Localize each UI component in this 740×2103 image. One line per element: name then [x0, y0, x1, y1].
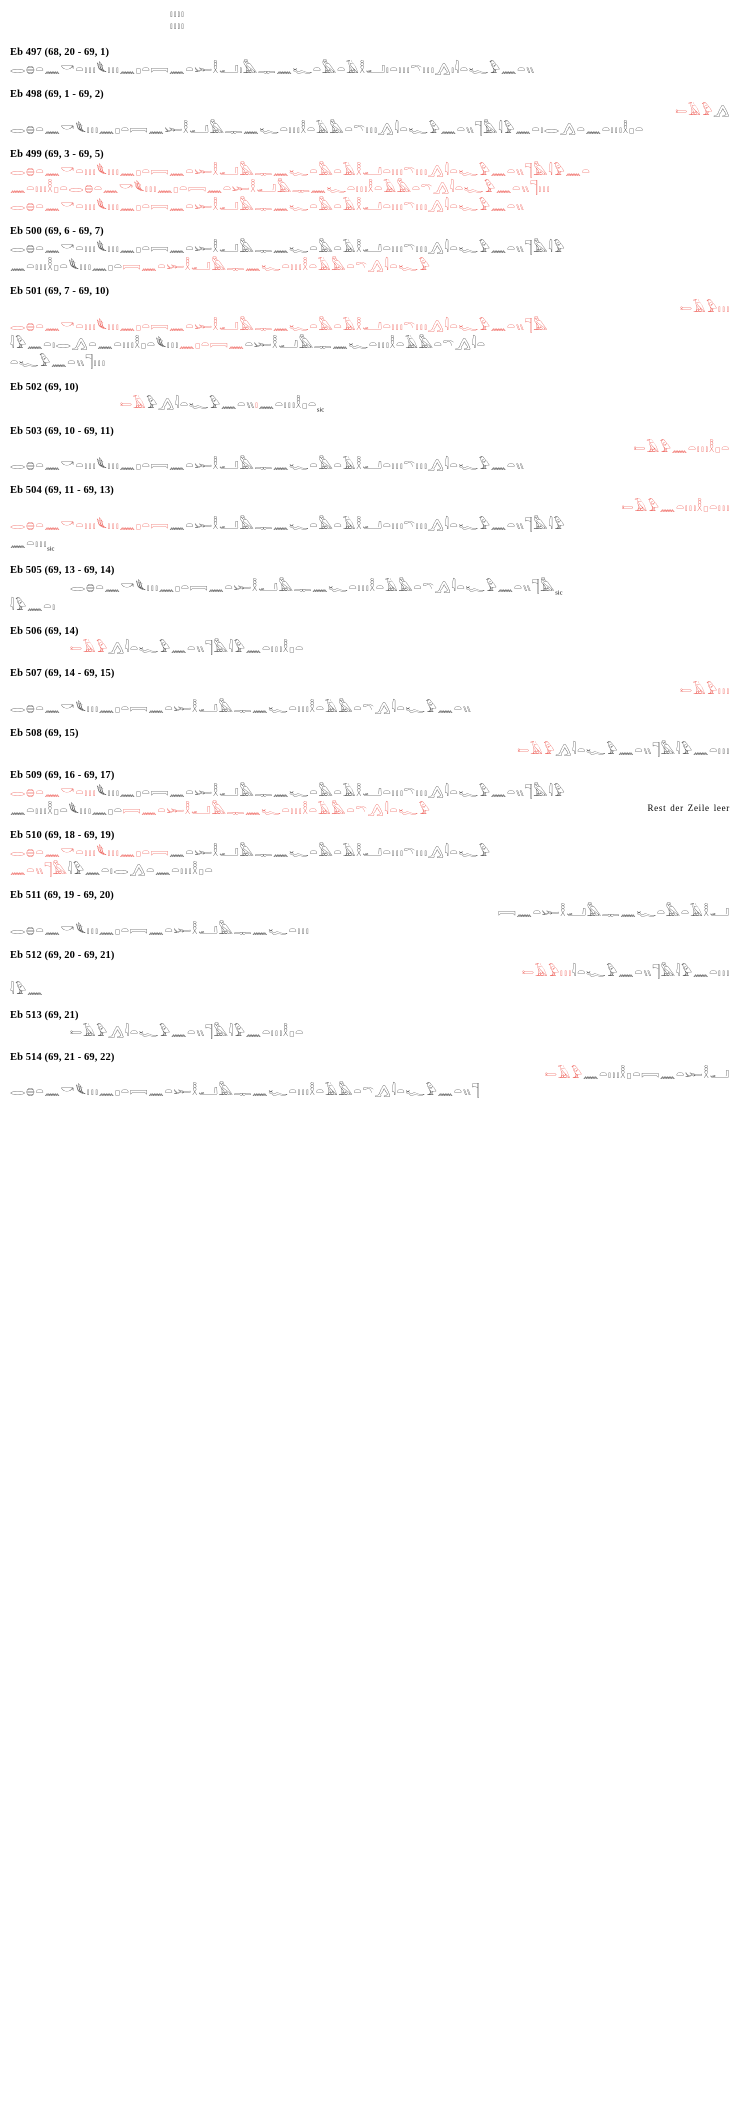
glyph-run-red: 𓈖𓏏𓏭𓊹𓅓: [10, 862, 68, 878]
glyph-run-black: 𓂻𓇋𓏏𓆑𓅱𓈖𓏏𓏭𓊹𓅓𓇋𓅱𓈖𓏏𓏥𓎛𓊪𓏏: [108, 641, 305, 657]
entry-label: Eb 499 (69, 3 - 69, 5): [10, 148, 104, 160]
glyph-line: [10, 180, 730, 198]
glyph-run-red: 𓇯𓈖𓏏𓆱𓎛𓂝𓅓𓊃𓈖𓆑𓏏𓏥𓎛𓏏𓄿𓅓𓏏𓍼𓂻𓇋𓏏𓆑𓅱: [122, 803, 431, 818]
glyph-line: [10, 964, 730, 982]
glyph-run-black: 𓇋𓅱𓈖: [10, 982, 44, 998]
glyph-run-red: 𓈖𓏏𓏥𓎛𓊪𓏏𓂋𓐍𓏏𓈖𓎡𓆰𓏥𓈖𓊪𓏏𓇯𓈖𓏏𓆱𓎛𓂝𓅓𓊃𓈖𓆑𓏏𓏥𓎛𓏏𓄿𓅓𓏏𓍼𓂻𓇋𓏏𓆑𓅱𓈖: [10, 181, 513, 197]
entry-lines: [10, 964, 730, 1000]
glyph-line: [10, 700, 730, 718]
entry-label: Eb 502 (69, 10): [10, 381, 79, 393]
entry-lines: [10, 440, 730, 476]
glyph-run-red: 𓏏𓏭𓊹𓏥: [512, 181, 551, 197]
glyph-line: [10, 240, 730, 258]
glyph-line: [10, 742, 730, 760]
glyph-run-black: 𓈖𓏏𓏥𓎛𓊪𓏏𓆰𓏥𓈖𓊪𓏏: [10, 803, 123, 818]
entry-lines: [10, 1066, 730, 1102]
glyph-line: [10, 802, 730, 820]
entry-label: Eb 508 (69, 15): [10, 728, 79, 740]
entry-label: Eb 506 (69, 14): [10, 626, 79, 638]
glyph-run-red: 𓂋𓐍𓏏𓈖𓎡𓏏𓏥: [10, 785, 97, 801]
glyph-run-red: 𓍿𓄿𓅱: [675, 103, 714, 119]
entry-eb-501: [0, 286, 740, 372]
entry-label: Eb 509 (69, 16 - 69, 17): [10, 770, 115, 782]
entry-lines: [10, 640, 730, 658]
glyph-line: [10, 598, 730, 616]
entry-eb-502: [0, 382, 740, 416]
glyph-run-black: 𓅱𓂻𓇋𓏏𓆑𓅱𓈖𓏏𓏭: [146, 396, 256, 412]
entry-lines: [10, 579, 730, 617]
glyph-run-red: 𓍿𓄿: [120, 396, 147, 412]
glyph-line: [10, 535, 730, 555]
glyph-line: [10, 61, 730, 79]
glyph-line: [10, 440, 730, 458]
glyph-run-black: 𓂋𓐍𓏏𓈖𓎡𓆰𓏥𓈖𓊪𓏏𓇯𓈖𓏏𓆱𓎛𓂝𓅓𓊃𓈖𓆑𓏏𓏥: [10, 922, 310, 938]
entry-eb-497: [0, 47, 740, 79]
entry-lines: [10, 103, 730, 139]
entry-lines: [10, 1024, 730, 1042]
entry-lines: [10, 904, 730, 940]
glyph-line: [10, 163, 730, 181]
entry-eb-498: [0, 89, 740, 139]
glyph-line: [10, 1066, 730, 1084]
glyph-run-black: 𓏏𓆑𓅱𓈖𓏏𓏭𓊹𓏥: [10, 355, 106, 370]
glyph-run-black: 𓈖𓏏𓏥𓎛𓊪𓏏𓆰𓏥𓈖𓊪𓏏: [10, 259, 123, 275]
glyph-run-red: 𓈖𓊪𓏏𓇯𓈖: [178, 337, 245, 353]
entry-eb-511: [0, 890, 740, 940]
entry-eb-499: [0, 149, 740, 217]
entry-list: [0, 47, 740, 1102]
entry-eb-506: [0, 626, 740, 658]
glyph-line: [10, 640, 730, 658]
entry-label: Eb 501 (69, 7 - 69, 10): [10, 286, 110, 298]
glyph-run-black: 𓈖𓏏𓆱𓎛𓂝𓅓𓊃𓈖𓆑𓏏𓅓𓏏𓄿𓎛𓂝𓏏𓏥𓍼𓏥𓂻𓇋𓏏𓆑𓅱: [169, 844, 491, 860]
entry-label: Eb 511 (69, 19 - 69, 20): [10, 889, 114, 901]
entry-eb-503: [0, 426, 740, 476]
glyph-line: [10, 121, 730, 139]
entry-eb-500: [0, 226, 740, 276]
glyph-run-black: 𓇋𓏏𓆑𓅱𓈖𓏏𓏭𓊹𓅓𓇋𓅱𓈖𓏏𓏥: [571, 964, 730, 980]
glyph-run-black: 𓇋𓅱𓈖𓏏𓏤𓂋𓂻𓏏𓈖𓏏𓏥𓎛𓊪𓏏: [67, 862, 214, 878]
glyph-run-red: 𓍿𓄿𓅱: [544, 1066, 583, 1082]
entry-eb-512: [0, 950, 740, 1000]
glyph-line: [10, 844, 730, 862]
glyph-run-black: 𓂋𓐍𓏏𓈖𓎡𓏏𓏥𓆰𓏥𓈖𓊪𓏏𓇯𓈖𓏏𓆱𓎛𓂝𓏤𓅓𓊃𓈖𓆑𓏏𓅓𓏏𓄿𓎛𓂝𓏤𓏏𓏥𓍼𓏥𓂻𓏤𓇋𓏏𓆑𓅱𓈖𓏏𓏭: [10, 61, 536, 77]
entry-lines: [10, 499, 730, 554]
top-glyph-line-2: 𓏤𓏤𓏤𓏤: [170, 18, 185, 34]
glyph-run-red: 𓍿𓄿𓅱𓏥: [680, 683, 730, 699]
glyph-line: [10, 258, 730, 276]
sic-marker: sic: [555, 589, 563, 597]
entry-label: Eb 498 (69, 1 - 69, 2): [10, 88, 104, 100]
glyph-run-red: 𓂋𓐍𓏏𓈖𓎡𓏏𓏥𓆰𓏥𓈖𓊪𓏏𓇯: [10, 844, 170, 860]
glyph-line: [10, 354, 730, 372]
glyph-line: [10, 318, 730, 336]
entry-lines: [10, 682, 730, 718]
entry-lines: [10, 61, 730, 79]
glyph-line: [10, 862, 730, 880]
entry-label: Eb 497 (68, 20 - 69, 1): [10, 46, 110, 58]
glyph-run-black: 𓍿𓄿𓅱𓂻𓇋𓏏𓆑𓅱𓈖𓏏𓏭𓊹𓅓𓇋𓅱𓈖𓏏𓏥𓎛𓊪𓏏: [70, 1024, 305, 1040]
line-note: Rest der Zeile leer: [647, 803, 730, 813]
glyph-run-red: 𓂋𓐍𓏏𓈖𓎡𓏏𓏥𓆰𓏥𓈖𓊪𓏏𓇯𓈖𓏏𓆱𓎛𓂝𓅓𓊃𓈖𓆑𓏏𓅓𓏏𓄿𓎛𓂝𓏏𓏥𓍼𓏥𓂻𓇋𓏏𓆑𓅱𓈖𓏏𓏭: [10, 199, 525, 215]
entry-lines: [10, 396, 730, 416]
entry-lines: [10, 300, 730, 372]
glyph-run-black: 𓈖𓏏𓏥𓎛𓊪𓏏: [258, 396, 317, 412]
entry-eb-513: [0, 1010, 740, 1042]
glyph-run-black: 𓏏𓆱𓎛𓂝𓅓𓊃𓈖𓆑𓏏𓏥𓎛𓏏𓄿𓅓𓏏𓍼𓂻𓇋𓏏: [244, 337, 486, 353]
entry-label: Eb 504 (69, 11 - 69, 13): [10, 485, 114, 497]
glyph-line: [10, 198, 730, 216]
glyph-run-red: 𓍿𓄿𓅱𓏥: [521, 964, 572, 980]
glyph-line: [10, 1083, 730, 1101]
glyph-line: [10, 682, 730, 700]
glyph-run-red: 𓍿𓄿𓅱: [517, 743, 556, 759]
glyph-line: [10, 904, 730, 922]
glyph-run-red: 𓇯𓈖𓏏𓆱𓎛𓂝𓅓𓊃𓈖𓆑𓏏𓏥𓎛𓏏𓄿𓅓𓏏𓍼𓂻𓇋𓏏𓆑𓅱: [122, 259, 431, 275]
entry-eb-507: [0, 668, 740, 718]
glyph-run-black: 𓇋𓅱𓈖𓏏𓏤: [10, 599, 56, 615]
entry-label: Eb 510 (69, 18 - 69, 19): [10, 829, 115, 841]
entry-eb-510: [0, 830, 740, 880]
glyph-run-black: 𓆰𓏥𓈖𓊪𓏏𓇯𓈖𓏏𓆱𓎛𓂝𓅓𓊃𓈖𓆑𓏏𓅓𓏏𓄿𓎛𓂝𓏏𓏥𓍼𓏥𓂻𓇋𓏏𓆑𓅱𓈖𓏏𓏭𓊹𓅓𓇋𓅱: [96, 785, 566, 801]
glyph-run-black: 𓇯𓈖𓏏𓆱𓎛𓂝𓅓𓊃𓈖𓆑𓏏𓅓𓏏𓄿𓎛𓂝: [497, 904, 730, 920]
glyph-run-black: 𓂋𓐍𓏏𓈖𓎡𓆰𓏥𓈖𓊪𓏏𓇯𓈖𓆱𓎛𓂝𓅓𓊃𓈖𓆑𓏏𓏥𓎛𓏏𓄿𓅓𓏏𓍼𓏥𓂻𓇋𓏏𓆑𓅱𓈖𓏏𓏭𓊹𓅓𓇋𓅱𓈖𓏏𓏤𓂋𓂻𓏏𓈖𓏏𓏥𓎛𓊪𓏏: [10, 121, 644, 137]
glyph-line: [10, 579, 730, 599]
top-glyph-block: [0, 0, 740, 37]
glyph-line: [10, 336, 730, 354]
glyph-line: [10, 457, 730, 475]
glyph-run-black: 𓂋𓐍𓏏𓈖𓎡𓆰𓏥𓈖𓊪𓏏𓇯𓈖𓏏𓆱𓎛𓂝𓅓𓊃𓈖𓆑𓏏𓏥𓎛𓏏𓄿𓅓𓏏𓍼𓂻𓇋𓏏𓆑𓅱𓈖𓏏𓏭𓊹: [10, 1084, 481, 1100]
glyph-run-black: 𓈖𓏏𓏥𓎛𓊪𓏏𓇯𓈖𓏏𓆱𓎛𓂝: [582, 1066, 730, 1082]
entry-eb-504: [0, 485, 740, 554]
glyph-run-black: 𓂻𓇋𓏏𓆑𓅱𓈖𓏏𓏭𓊹𓅓𓇋𓅱𓈖𓏏𓏥: [555, 743, 730, 759]
entry-label: Eb 512 (69, 20 - 69, 21): [10, 949, 115, 961]
glyph-run-black: 𓂋𓐍𓏏𓈖𓎡𓏏𓏥𓆰𓏥𓈖𓊪𓏏𓇯𓈖𓏏𓆱𓎛𓂝𓅓𓊃𓈖𓆑𓏏𓅓𓏏𓄿𓎛𓂝𓏏𓏥𓍼𓏥𓂻𓇋𓏏𓆑𓅱𓈖𓏏𓏭: [10, 458, 525, 474]
glyph-line: [10, 922, 730, 940]
glyph-run-black: 𓈖𓏏𓆱𓎛𓂝𓅓𓊃𓈖𓆑𓏏𓅓𓏏𓄿𓎛𓂝𓏏𓏥𓍼𓏥𓂻𓇋𓏏𓆑𓅱𓈖𓏏𓏭𓊹𓅓𓇋𓅱: [169, 518, 566, 534]
glyph-run-red: 𓍿𓄿𓅱: [70, 641, 109, 657]
entry-lines: [10, 742, 730, 760]
glyph-run-red: 𓍿𓄿𓅱𓏥: [680, 301, 730, 317]
sic-marker: sic: [47, 545, 55, 553]
entry-label: Eb 514 (69, 21 - 69, 22): [10, 1051, 115, 1063]
entry-label: Eb 500 (69, 6 - 69, 7): [10, 226, 104, 238]
glyph-run-red: 𓍿𓄿𓅱𓈖𓏏𓏥𓎛𓊪𓏏: [633, 440, 730, 456]
entry-lines: [10, 240, 730, 276]
sic-marker: sic: [316, 406, 325, 414]
glyph-run-black: 𓇋𓅱𓈖𓏏𓏤𓂋𓂻𓏏𓈖𓏏𓏥𓎛𓊪𓏏𓆰𓏥: [10, 337, 179, 353]
glyph-line: [10, 982, 730, 1000]
glyph-run-black: 𓈖𓏏𓏥: [10, 536, 48, 552]
entry-label: Eb 503 (69, 10 - 69, 11): [10, 425, 114, 437]
entry-label: Eb 505 (69, 13 - 69, 14): [10, 564, 115, 576]
glyph-run-red: 𓂋𓐍𓏏𓈖𓎡𓏏𓏥𓆰𓏥𓈖𓊪𓏏𓇯𓈖𓏏𓆱𓎛𓂝𓅓𓊃𓈖𓆑𓏏𓅓𓏏𓄿𓎛𓂝𓏏𓏥𓍼𓏥𓂻𓇋𓏏𓆑𓅱𓈖𓏏𓏭𓊹𓅓𓇋𓅱𓈖𓏏: [10, 163, 591, 179]
entry-label: Eb 513 (69, 21): [10, 1009, 79, 1021]
glyph-line: [10, 499, 730, 517]
entry-eb-505: [0, 565, 740, 617]
glyph-run-black: 𓂻: [713, 103, 730, 119]
entry-label: Eb 507 (69, 14 - 69, 15): [10, 668, 115, 680]
glyph-line: [10, 784, 730, 802]
glyph-line: [10, 517, 730, 535]
glyph-run-red: 𓂋𓐍𓏏𓈖𓎡𓏏𓏥𓆰𓏥𓈖𓊪𓏏𓇯𓈖𓏏𓆱𓎛𓂝𓅓𓊃𓈖𓆑𓏏𓅓𓏏𓄿𓎛𓂝𓏏𓏥𓍼𓏥𓂻𓇋𓏏𓆑𓅱𓈖𓏏𓏭𓊹𓅓: [10, 319, 549, 335]
entry-eb-514: [0, 1052, 740, 1102]
entry-eb-508: [0, 728, 740, 760]
glyph-line: [10, 1024, 730, 1042]
top-glyph-line-1: 𓏤𓏤𓏤𓏤: [170, 6, 185, 21]
glyph-line: [10, 103, 730, 121]
glyph-line: [10, 300, 730, 318]
entry-eb-509: [0, 770, 740, 820]
glyph-run-black: 𓂋𓐍𓏏𓈖𓎡𓆰𓏥𓈖𓊪𓏏𓇯𓈖𓏏𓆱𓎛𓂝𓅓𓊃𓈖𓆑𓏏𓏥𓎛𓏏𓄿𓅓𓏏𓍼𓂻𓇋𓏏𓆑𓅱𓈖𓏏𓏭𓊹𓅓: [70, 579, 556, 595]
entry-lines: [10, 844, 730, 880]
glyph-run-black: 𓂋𓐍𓏏𓈖𓎡𓆰𓏥𓈖𓊪𓏏𓇯𓈖𓏏𓆱𓎛𓂝𓅓𓊃𓈖𓆑𓏏𓏥𓎛𓏏𓄿𓅓𓏏𓍼𓂻𓇋𓏏𓆑𓅱𓈖𓏏𓏭: [10, 701, 472, 717]
glyph-run-red: 𓏤: [255, 396, 259, 412]
glyph-run-red: 𓍿𓄿𓅱𓈖𓏏𓏥𓎛𓊪𓏏𓏥: [621, 500, 730, 516]
entry-lines: [10, 163, 730, 217]
glyph-line: [10, 396, 730, 416]
entry-lines: [10, 784, 730, 820]
glyph-run-black: 𓂋𓐍𓏏𓈖𓎡𓏏𓏥𓆰𓏥𓈖𓊪𓏏𓇯𓈖𓏏𓆱𓎛𓂝𓅓𓊃𓈖𓆑𓏏𓅓𓏏𓄿𓎛𓂝𓏏𓏥𓍼𓏥𓂻𓇋𓏏𓆑𓅱𓈖𓏏𓏭𓊹𓅓𓇋𓅱: [10, 241, 566, 257]
glyph-run-red: 𓂋𓐍𓏏𓈖𓎡𓏏𓏥𓆰𓏥𓈖𓊪𓏏𓇯: [10, 518, 170, 534]
